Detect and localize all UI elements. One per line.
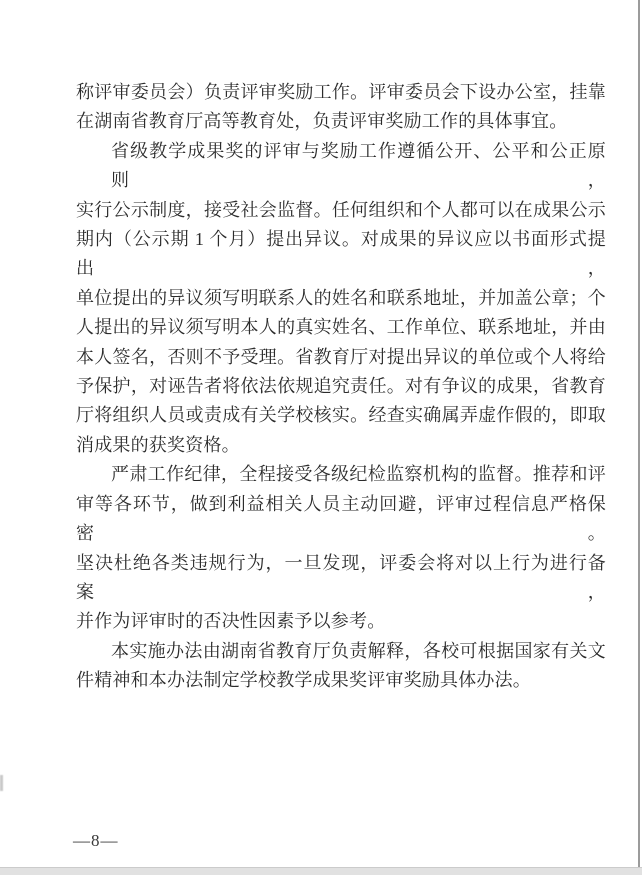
text-line: 在湖南省教育厅高等教育处，负责评审奖励工作的具体事宜。 — [76, 111, 568, 132]
page-number: —8— — [73, 831, 119, 850]
text-line: 实行公示制度，接受社会监督。任何组织和个人都可以在成果公示 — [76, 199, 606, 220]
text-line: 严肃工作纪律，全程接受各级纪检监察机构的监督。推荐和评 — [111, 464, 606, 485]
text-line: 予保护，对诬告者将依法依规追究责任。对有争议的成果，省教育 — [76, 376, 606, 397]
text-line: 称评审委员会）负责评审奖励工作。评审委员会下设办公室，挂靠 — [76, 82, 606, 102]
text-line: 期内（公示期 1 个月）提出异议。对成果的异议应以书面形式提出， — [76, 229, 606, 279]
text-line: 消成果的获奖资格。 — [76, 434, 240, 455]
scan-edge-right — [638, 0, 640, 875]
text-line: 坚决杜绝各类违规行为，一旦发现，评委会将对以上行为进行备案， — [76, 552, 606, 602]
text-line: 省级教学成果奖的评审与奖励工作遵循公开、公平和公正原则， — [111, 140, 606, 191]
text-line: 本实施办法由湖南省教育厅负责解释，各校可根据国家有关文 — [111, 640, 606, 661]
text-line: 单位提出的异议须写明联系人的姓名和联系地址，并加盖公章；个 — [76, 287, 606, 308]
text-line: 人提出的异议须写明本人的真实姓名、工作单位、联系地址，并由 — [76, 317, 606, 338]
text-line: 厅将组织人员或责成有关学校核实。经查实确属弄虚作假的，即取 — [76, 405, 606, 426]
scan-edge-bottom — [0, 867, 642, 875]
text-line: 件精神和本办法制定学校教学成果奖评审奖励具体办法。 — [76, 670, 531, 691]
document-body — [76, 78, 606, 696]
text-line: 审等各环节，做到利益相关人员主动回避，评审过程信息严格保密。 — [76, 493, 606, 544]
text-line: 并作为评审时的否决性因素予以参考。 — [76, 611, 386, 632]
text-line: 本人签名，否则不予受理。省教育厅对提出异议的单位或个人将给 — [76, 346, 606, 367]
scan-smudge-left — [0, 775, 3, 791]
